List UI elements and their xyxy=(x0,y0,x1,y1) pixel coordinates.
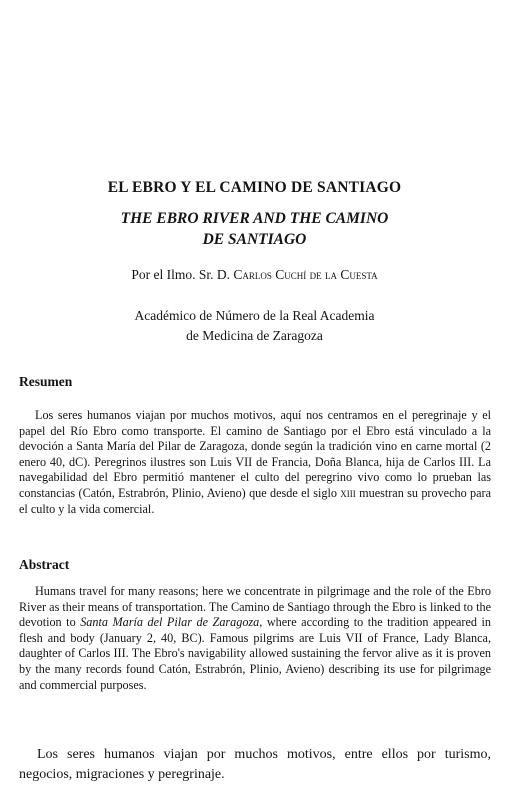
resumen-paragraph xyxy=(19,408,491,517)
abstract-paragraph xyxy=(19,584,491,693)
author-line xyxy=(0,267,509,283)
resumen-text-part-2: muestran su provecho para el culto y la vida comercial. xyxy=(19,485,491,516)
abstract-italic-text: Santa María del Pilar de Zaragoza xyxy=(80,615,260,630)
english-title-line-1: THE EBRO RIVER AND THE CAMINO xyxy=(120,210,389,227)
affiliation-line-2: de Medicina de Zaragoza xyxy=(186,328,323,343)
abstract-text-part-2: , where according to the tradition appeared in flesh and body (January 2, 40, BC). Famous pilgrims are Luis VII of France, Lady Blanca, daughter of Carlos III. The Ebro's navigability allowed sustaining the fervor alive as it is proven by the many records found Catón, Estrabrón, Plinio, Avieno) describing its use for pilgrimage and commercial purposes. xyxy=(19,615,491,692)
resumen-text-part-1: Los seres humanos viajan por muchos motivos, aquí nos centramos en el peregrinaje y el papel del Río Ebro como transporte. El camino de Santiago por el Ebro está vinculado a la devoción a Santa María del Pilar de Zaragoza, donde según la tradición vino en carne mortal (2 enero 40, dC). Peregrinos ilustres son Luis VII de Francia, Doña Blanca, hija de Carlos III. La navegabilidad del Ebro permitió mantener el culto del peregrino vivo como lo prueban las constancias (Catón, Estrabrón, Plinio, Avieno) que desde el siglo xyxy=(19,408,491,500)
body-paragraph: Los seres humanos viajan por muchos motivos, entre ellos por turismo, negocios, migraciones y peregrinaje. xyxy=(19,747,491,782)
author-prefix: Por el Ilmo. Sr. D. xyxy=(131,267,230,282)
abstract-text-part-1: Humans travel for many reasons; here we concentrate in pilgrimage and the role of the Ebro River as their means of transportation. The Camino de Santiago through the Ebro is linked to the devotion to xyxy=(19,584,491,630)
spanish-title: EL EBRO Y EL CAMINO DE SANTIAGO xyxy=(107,179,402,196)
resumen-century: xiii xyxy=(340,485,356,500)
resumen-heading: Resumen xyxy=(19,374,73,389)
author-name: Carlos Cuchí de la Cuesta xyxy=(233,267,378,282)
abstract-heading: Abstract xyxy=(19,557,70,572)
english-title-line-2: DE SANTIAGO xyxy=(202,231,307,248)
english-title xyxy=(0,208,509,250)
affiliation-line-1: Académico de Número de la Real Academia xyxy=(134,308,375,323)
affiliation xyxy=(0,306,509,346)
